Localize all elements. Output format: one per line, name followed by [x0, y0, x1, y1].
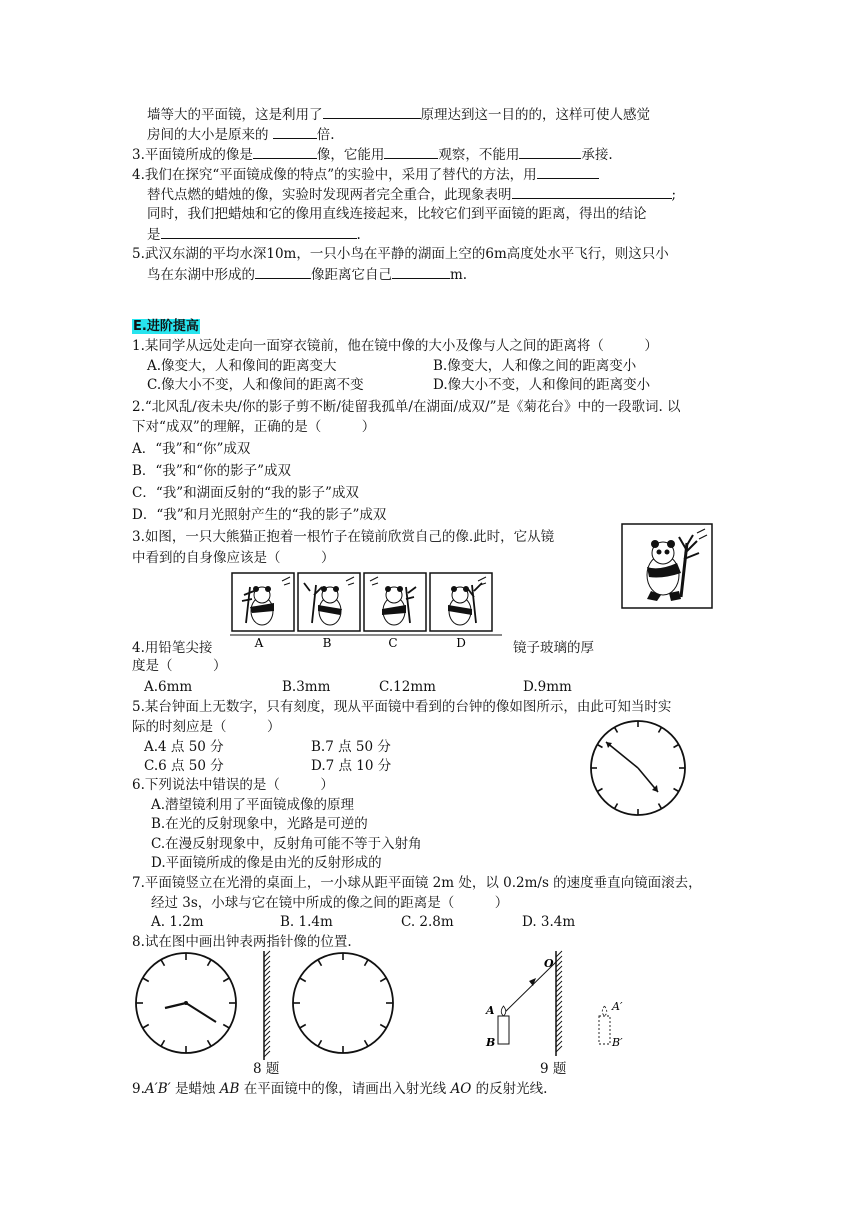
q1-stem: 1.某同学从远处走向一面穿衣镜前，他在镜中像的大小及像与人之间的距离将（ ）	[132, 338, 658, 354]
text: ;	[671, 187, 677, 203]
text: 像，它能用	[316, 147, 385, 163]
text: 在平面镜中的像，请画出入射光线	[239, 1081, 451, 1097]
q4-line1	[132, 164, 599, 185]
q3-option-c-picture[interactable]	[364, 573, 426, 631]
hatch-line	[556, 1036, 562, 1042]
q2-option-d[interactable]: D．“我”和月光照射产生的“我的影子”成双	[132, 507, 387, 523]
q3-label-a: A	[254, 636, 264, 650]
text: .	[356, 227, 361, 243]
text: m.	[450, 267, 468, 283]
text: 是	[147, 227, 161, 243]
q3-answer-strip	[228, 571, 504, 653]
hatch-line	[264, 1006, 270, 1012]
q1-option-c[interactable]: C.像大小不变，人和像间的距离不变	[147, 377, 364, 393]
text: AO	[450, 1081, 472, 1097]
text: 替代点燃的蜡烛的像，实验时发现两者完全重合，此现象表明	[147, 187, 512, 203]
text: 3.平面镜所成的像是	[132, 147, 253, 163]
hatch-line	[264, 1016, 270, 1022]
q1-option-d[interactable]: D.像大小不变，人和像间的距离变小	[433, 377, 651, 393]
text: 同时，我们把蜡烛和它的像用直线连接起来，比较它们到平面镜的距离，得出的结论	[147, 206, 647, 222]
q6-option-a[interactable]: A.潜望镜利用了平面镜成像的原理	[151, 797, 355, 813]
hatch-line	[264, 956, 270, 962]
point-b-image-label: B′	[612, 1036, 623, 1049]
q5-option-b[interactable]: B.7 点 50 分	[311, 739, 391, 755]
hatch-line	[264, 951, 270, 957]
q2-option-b[interactable]: B．“我”和“你的影子”成双	[132, 463, 292, 479]
answer-blank[interactable]	[512, 184, 672, 199]
fig9-caption: 9 题	[540, 1061, 567, 1077]
hatch-line	[264, 1051, 270, 1057]
q4-stem-line1a: 4.用铅笔尖接	[132, 640, 213, 656]
text: 是蜡烛	[170, 1081, 220, 1097]
q5-line2	[147, 264, 467, 285]
hatch-line	[556, 966, 562, 972]
hatch-line	[264, 1036, 270, 1042]
section-title	[132, 316, 200, 337]
q6-option-c[interactable]: C.在漫反射现象中，反射角可能不等于入射角	[151, 836, 422, 852]
q7-option-c[interactable]: C. 2.8m	[401, 914, 454, 930]
q4-stem-line2: 度是（ ）	[132, 658, 227, 674]
answer-blank[interactable]	[392, 264, 450, 279]
q8-stem: 8.试在图中画出钟表两指针像的位置.	[132, 934, 352, 950]
answer-blank[interactable]	[537, 164, 599, 179]
section-heading: E.进阶提高	[133, 319, 199, 334]
hatch-line	[556, 971, 562, 977]
q7-stem-line2: 经过 3s，小球与它在镜中所成的像之间的距离是（ ）	[151, 895, 509, 911]
q9-stem	[132, 1079, 547, 1099]
answer-blank[interactable]	[161, 224, 357, 239]
hatch-line	[556, 1026, 562, 1032]
point-a-label: A	[486, 1004, 495, 1017]
q5-stem-line1: 5.某台钟面上无数字，只有刻度，现从平面镜中看到的台钟的像如图所示，由此可知当时实	[132, 699, 672, 715]
text: 倍.	[316, 127, 335, 143]
answer-blank[interactable]	[273, 124, 317, 139]
q7-option-b[interactable]: B. 1.4m	[280, 914, 333, 930]
hatch-line	[264, 1021, 270, 1027]
q5-stem-line2: 际的时刻应是（ ）	[132, 719, 281, 735]
q7-stem-line1: 7.平面镜竖立在光滑的桌面上，一小球从距平面镜 2m 处，以 0.2m/s 的速度垂直向镜面滚去，	[132, 875, 702, 891]
point-b-label: B	[486, 1036, 496, 1049]
hatch-line	[264, 966, 270, 972]
hatch-line	[556, 1031, 562, 1037]
text: 房间的大小是原来的	[147, 127, 269, 143]
hatch-line	[264, 986, 270, 992]
q9-figure	[478, 948, 638, 1060]
q2-stem-line1: 2.“北风乱/夜未央/你的影子剪不断/徒留我孤单/在湖面/成双/”是《菊花台》中的一段歌词. 以	[132, 399, 681, 415]
hatch-line	[556, 976, 562, 982]
clock-center	[184, 1001, 188, 1005]
point-o-label: O	[544, 957, 554, 970]
q3-label-d: D	[456, 636, 466, 650]
q3-line	[132, 144, 613, 165]
q9-mirror-icon	[556, 951, 562, 1056]
q4-option-c[interactable]: C.12mm	[379, 679, 436, 695]
q8-left-clock	[136, 953, 236, 1053]
text: A′B′	[144, 1081, 171, 1097]
q4-line3	[147, 204, 647, 224]
q3-option-a-picture[interactable]	[232, 573, 294, 631]
hatch-line	[264, 1046, 270, 1052]
answer-blank[interactable]	[323, 104, 421, 119]
q1-option-a[interactable]: A.像变大，人和像间的距离变大	[147, 358, 337, 374]
hatch-line	[264, 1011, 270, 1017]
hatch-line	[264, 981, 270, 987]
text: 4.我们在探究“平面镜成像的特点”的实验中，采用了替代的方法，用	[132, 167, 537, 183]
candle-image-ab-icon	[599, 1006, 610, 1044]
q3-stem-line2: 中看到的自身像应该是（ ）	[132, 550, 335, 566]
q4-option-a[interactable]: A.6mm	[144, 679, 193, 695]
hatch-line	[556, 1021, 562, 1027]
q1-option-b[interactable]: B.像变大，人和像之间的距离变小	[433, 358, 637, 374]
q4-option-d[interactable]: D.9mm	[523, 679, 572, 695]
hatch-line	[264, 996, 270, 1002]
q8-mirror-icon	[264, 951, 270, 1060]
point-a-image-label: A′	[612, 1000, 623, 1013]
q6-stem: 6.下列说法中错误的是（ ）	[132, 777, 334, 793]
hatch-line	[556, 1041, 562, 1047]
hatch-line	[264, 1041, 270, 1047]
text: 9.	[132, 1081, 145, 1097]
hatch-line	[556, 986, 562, 992]
hatch-line	[264, 1001, 270, 1007]
q5-line1	[132, 244, 669, 264]
text: 像距离它自己	[311, 267, 392, 283]
q7-option-a[interactable]: A. 1.2m	[151, 914, 204, 930]
hatch-line	[556, 981, 562, 987]
hatch-line	[556, 991, 562, 997]
hatch-line	[556, 951, 562, 957]
clock-face	[293, 953, 393, 1053]
text: 墙等大的平面镜，这是利用了	[147, 107, 323, 123]
q4-option-b[interactable]: B.3mm	[282, 679, 331, 695]
q5-clock-figure	[588, 718, 688, 818]
q4-stem-line1b: 镜子玻璃的厚	[513, 640, 594, 656]
hatch-line	[264, 1031, 270, 1037]
q5-option-d[interactable]: D.7 点 10 分	[311, 758, 392, 774]
hatch-line	[556, 1001, 562, 1007]
hatch-line	[556, 1011, 562, 1017]
q3-label-b: B	[322, 636, 332, 650]
q3-option-d-picture[interactable]	[430, 573, 492, 631]
q2-option-c[interactable]: C．“我”和湖面反射的“我的影子”成双	[132, 485, 359, 501]
hatch-line	[556, 1046, 562, 1052]
answer-blank[interactable]	[384, 144, 438, 159]
q4-line2	[147, 184, 676, 205]
q3-option-b-picture[interactable]	[298, 573, 360, 631]
q5-option-a[interactable]: A.4 点 50 分	[144, 739, 224, 755]
text: 原理达到这一目的的，这样可使人感觉	[420, 107, 650, 123]
answer-blank[interactable]	[253, 144, 317, 159]
hatch-line	[264, 991, 270, 997]
hatch-line	[556, 1016, 562, 1022]
q6-option-b[interactable]: B.在光的反射现象中，光路是可逆的	[151, 816, 368, 832]
q2-option-a[interactable]: A．“我”和“你”成双	[132, 441, 251, 457]
answer-blank[interactable]	[519, 144, 581, 159]
fig8-caption: 8 题	[253, 1061, 280, 1077]
text: 的反射光线.	[471, 1081, 548, 1097]
q2-tail-line1	[147, 104, 650, 125]
q2-tail-line2	[147, 124, 335, 145]
q6-option-d[interactable]: D.平面镜所成的像是由光的反射形成的	[151, 855, 382, 871]
text: 观察，不能用	[438, 147, 520, 163]
q7-option-d[interactable]: D. 3.4m	[522, 914, 576, 930]
hatch-line	[556, 1006, 562, 1012]
candle-ab-icon	[498, 1006, 509, 1044]
answer-blank[interactable]	[255, 264, 311, 279]
q3-label-c: C	[388, 636, 398, 650]
text: 鸟在东湖中形成的	[147, 267, 255, 283]
q3-stem-line1: 3.如图，一只大熊猫正抱着一根竹子在镜前欣赏自己的像.此时，它从镜	[132, 529, 555, 545]
hatch-line	[556, 961, 562, 967]
hatch-line	[264, 976, 270, 982]
hatch-line	[264, 1026, 270, 1032]
hatch-line	[264, 971, 270, 977]
q8-answer-clock[interactable]	[293, 953, 393, 1053]
q4-line4	[147, 224, 361, 245]
panda-mirror-figure	[621, 523, 713, 609]
text: 5.武汉东湖的平均水深10m，一只小鸟在平静的湖面上空的6m高度处水平飞行，则这只小	[132, 246, 669, 262]
q8-figure	[128, 948, 403, 1070]
text: 承接.	[581, 147, 613, 163]
text: AB	[219, 1081, 240, 1097]
hatch-line	[556, 996, 562, 1002]
q2-stem-line2: 下对“成双”的理解，正确的是（ ）	[132, 419, 376, 435]
hatch-line	[264, 961, 270, 967]
hatch-line	[556, 956, 562, 962]
q5-option-c[interactable]: C.6 点 50 分	[144, 758, 224, 774]
